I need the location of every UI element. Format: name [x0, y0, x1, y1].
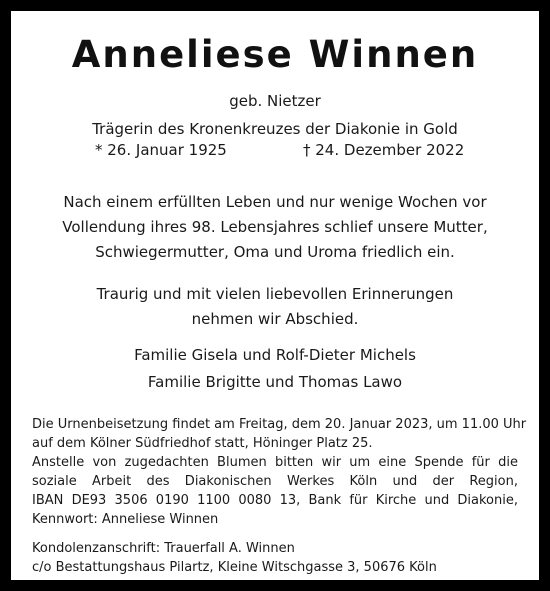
- deceased-name: Anneliese Winnen: [71, 33, 479, 76]
- family-line: Familie Gisela und Rolf-Dieter Michels: [134, 346, 416, 364]
- farewell-block: [11, 282, 539, 332]
- notice-line: Die Urnenbeisetzung findet am Freitag, dem 20. Januar 2023, um 11.00 Uhr: [32, 417, 527, 432]
- verse-line: Nach einem erfüllten Leben und nur wenige Wochen vor: [63, 193, 487, 211]
- notice-paragraph: [32, 415, 527, 529]
- obituary-card: [11, 11, 539, 580]
- family-line: Familie Brigitte und Thomas Lawo: [147, 373, 403, 391]
- honor-line: Trägerin des Kronenkreuzes der Diakonie in Gold: [92, 120, 458, 138]
- farewell-line: nehmen wir Abschied.: [191, 310, 359, 328]
- condolence-line: c/o Bestattungshaus Pilartz, Kleine Witschgasse 3, 50676 Köln: [32, 560, 437, 575]
- families-block: [11, 342, 539, 396]
- notice-line: soziale Arbeit des Diakonischen Werkes Köln und der Region,: [32, 474, 518, 489]
- notice-line: auf dem Kölner Südfriedhof statt, Höninger Platz 25.: [32, 436, 373, 451]
- condolence-line: Kondolenzanschrift: Trauerfall A. Winnen: [32, 541, 295, 556]
- notice-line: IBAN DE93 3506 0190 1100 0080 13, Bank für Kirche und Diakonie,: [32, 493, 518, 508]
- notice-line: Kennwort: Anneliese Winnen: [32, 512, 219, 527]
- verse-block: [11, 190, 539, 265]
- verse-line: Schwiegermutter, Oma und Uroma friedlich ein.: [95, 243, 455, 261]
- verse-line: Vollendung ihres 98. Lebensjahres schlief unsere Mutter,: [62, 218, 488, 236]
- farewell-line: Traurig und mit vielen liebevollen Erinnerungen: [96, 285, 454, 303]
- birth-date: * 26. Januar 1925: [95, 141, 227, 159]
- condolence-address: [32, 539, 518, 577]
- notice-line: Anstelle von zugedachten Blumen bitten wir um eine Spende für die: [32, 455, 518, 470]
- death-date: † 24. Dezember 2022: [303, 141, 465, 159]
- maiden-name: geb. Nietzer: [229, 92, 321, 110]
